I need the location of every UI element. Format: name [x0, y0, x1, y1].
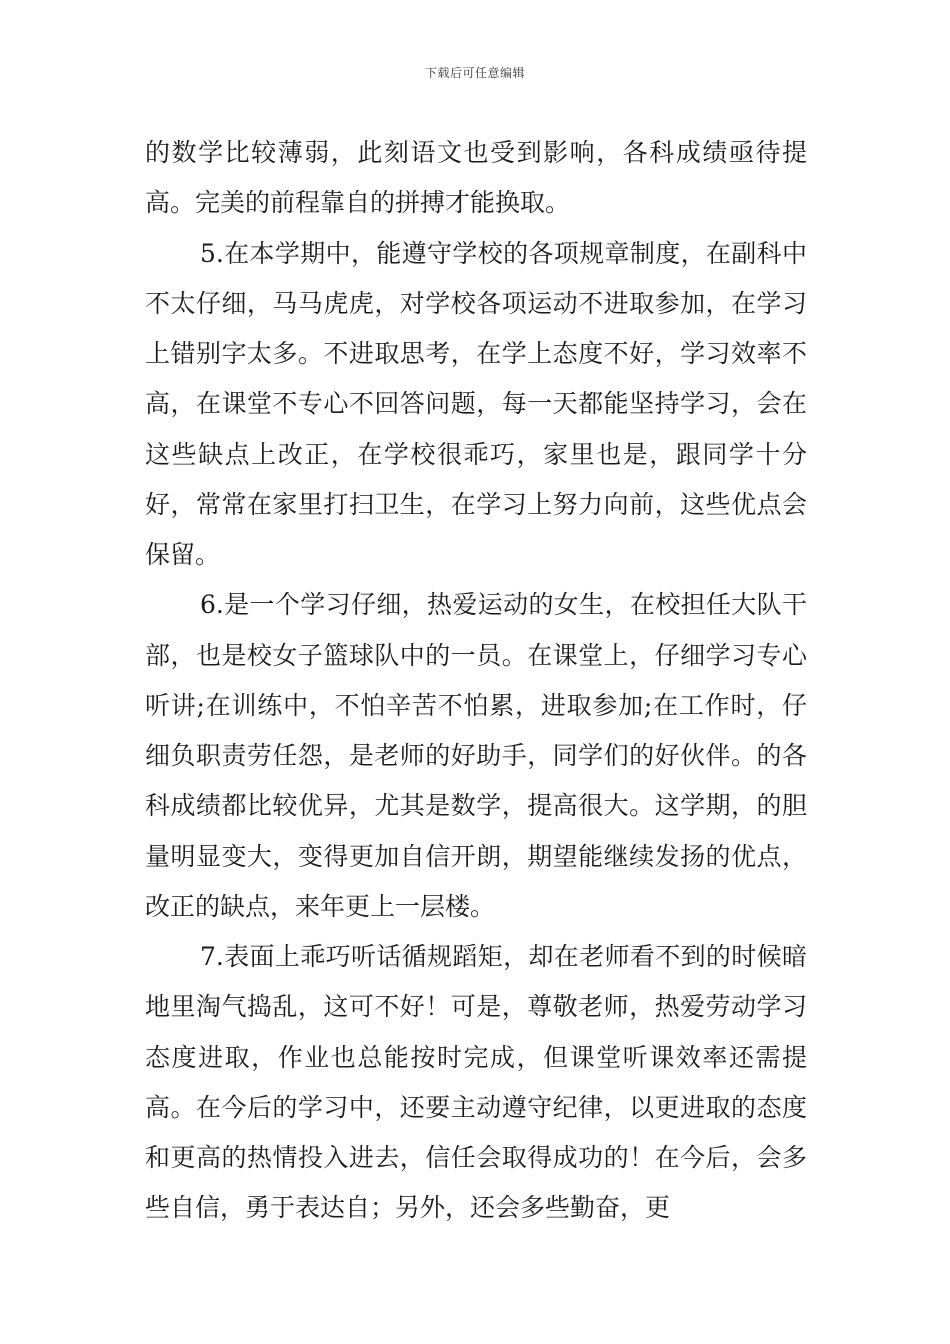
paragraph-item-7: 7.表面上乖巧听话循规蹈矩，却在老师看不到的时候暗地里淘气捣乱，这可不好！可是，尊敬老师，热爱劳动学习态度进取，作业也总能按时完成，但课堂听课效率还需提高。在今后的学习中，还要主动遵守纪律，以更进取的态度和更高的热情投入进去，信任会取得成功的！在今后，会多些自信，勇于表达自；另外，还会多些勤奋，更: [145, 942, 807, 1223]
paragraph-continued: 的数学比较薄弱，此刻语文也受到影响，各科成绩亟待提高。完美的前程靠自的拼搏才能换取。: [145, 138, 807, 218]
paragraph-item-5: 5.在本学期中，能遵守学校的各项规章制度，在副科中不太仔细，马马虎虎，对学校各项运动不进取参加，在学习上错别字太多。不进取思考，在学上态度不好，学习效率不高，在课堂不专心不回答问题，每一天都能坚持学习，会在这些缺点上改正，在学校很乖巧，家里也是，跟同学十分好，常常在家里打扫卫生，在学习上努力向前，这些优点会保留。: [145, 238, 807, 569]
paragraph-item-6: 6.是一个学习仔细，热爱运动的女生，在校担任大队干部，也是校女子篮球队中的一员。在课堂上，仔细学习专心听讲;在训练中，不怕辛苦不怕累，进取参加;在工作时，仔细负职责劳任怨，是老师的好助手，同学们的好伙伴。的各科成绩都比较优异，尤其是数学，提高很大。这学期，的胆量明显变大，变得更加自信开朗，期望能继续发扬的优点，改正的缺点，来年更上一层楼。: [145, 590, 807, 921]
page-header: 下载后可任意编辑: [424, 66, 525, 80]
document-body: [145, 128, 807, 1234]
